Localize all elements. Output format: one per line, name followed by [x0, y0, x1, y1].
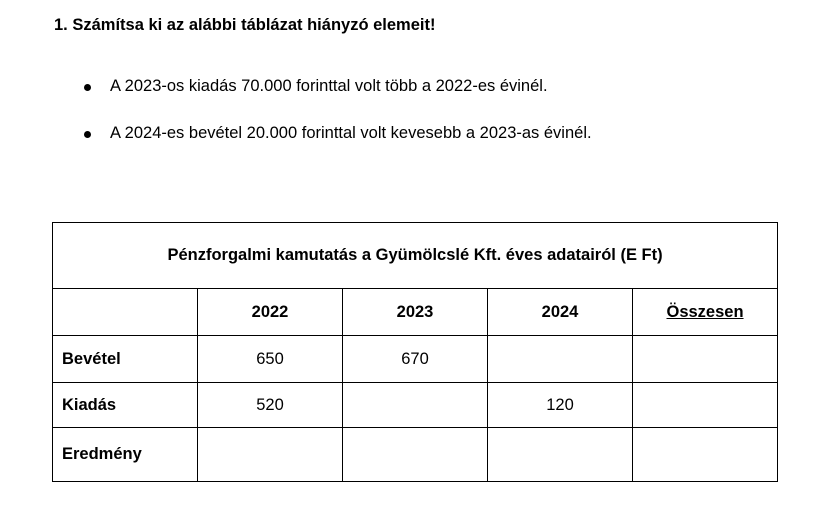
cashflow-table [52, 222, 778, 482]
cell-eredmeny-2022[interactable] [198, 428, 343, 482]
cell-eredmeny-total[interactable] [633, 428, 778, 482]
cell-kiadas-total[interactable] [633, 383, 778, 428]
cell-kiadas-2024[interactable]: 120 [488, 383, 633, 428]
header-2022: 2022 [198, 289, 343, 336]
cell-bevetel-2022[interactable]: 650 [198, 336, 343, 383]
bullet-dot-icon [84, 131, 91, 138]
table-row [53, 428, 778, 482]
header-total-label: Összesen [666, 302, 744, 321]
row-label-kiadas: Kiadás [53, 383, 198, 428]
table-caption-row [53, 223, 778, 289]
row-label-bevetel: Bevétel [53, 336, 198, 383]
cell-bevetel-total[interactable] [633, 336, 778, 383]
row-label-eredmeny: Eredmény [53, 428, 198, 482]
cell-bevetel-2024[interactable] [488, 336, 633, 383]
cell-kiadas-2022[interactable]: 520 [198, 383, 343, 428]
cell-eredmeny-2024[interactable] [488, 428, 633, 482]
bullet-text: A 2024-es bevétel 20.000 forinttal volt kevesebb a 2023-as évinél. [110, 124, 592, 142]
cell-eredmeny-2023[interactable] [343, 428, 488, 482]
header-2024: 2024 [488, 289, 633, 336]
bullet-text: A 2023-os kiadás 70.000 forinttal volt több a 2022-es évinél. [110, 77, 548, 95]
cell-kiadas-2023[interactable] [343, 383, 488, 428]
cell-bevetel-2023[interactable]: 670 [343, 336, 488, 383]
table-row [53, 383, 778, 428]
table-header-row [53, 289, 778, 336]
task-title: 1. Számítsa ki az alábbi táblázat hiányzó elemeit! [54, 16, 436, 34]
header-total [633, 289, 778, 336]
header-2023: 2023 [343, 289, 488, 336]
table-row [53, 336, 778, 383]
bullet-dot-icon [84, 84, 91, 91]
header-empty-cell [53, 289, 198, 336]
table-caption: Pénzforgalmi kamutatás a Gyümölcslé Kft. éves adatairól (E Ft) [53, 223, 778, 289]
